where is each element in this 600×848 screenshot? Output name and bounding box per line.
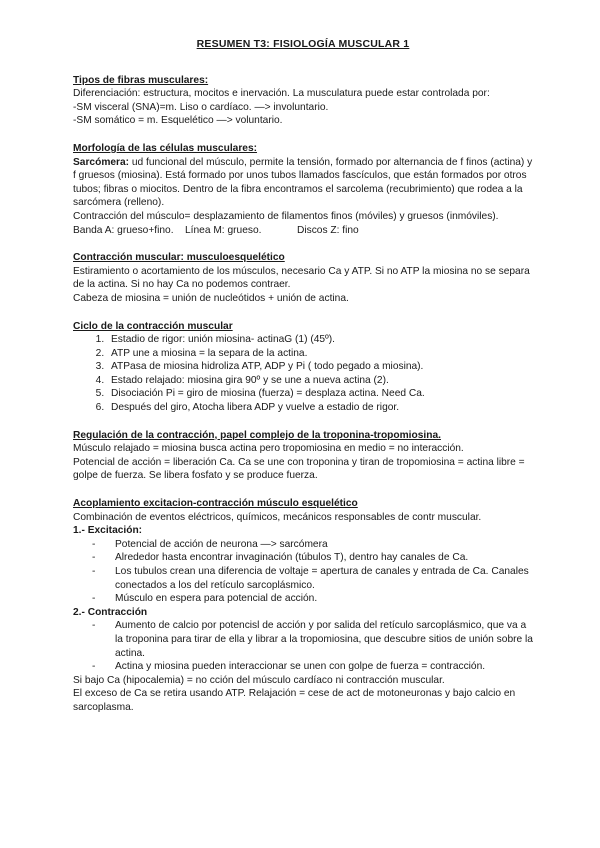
sarcomera-text: ud funcional del músculo, permite la tensión, formado por alternancia de f finos (actina) y f gruesos (miosina). Está formado por unos tubos llamados fascículos, que están formados por otros tubos; fibras o miocitos. Dentro de la fibra encontramos el sarcolema (recubrimiento) que rodea a la sarcómera (relleno). bbox=[73, 156, 533, 209]
list-item: 2. ATP une a miosina = la separa de la actina. bbox=[107, 347, 533, 361]
section-heading: Regulación de la contracción, papel complejo de la troponina-tropomiosina. bbox=[73, 429, 441, 441]
section-contraccion bbox=[73, 251, 533, 305]
linea-m: Línea M: grueso. bbox=[185, 224, 262, 236]
section-morfologia bbox=[73, 142, 533, 237]
list-item: - Los tubulos crean una diferencia de voltaje = apertura de canales y entrada de Ca. Canales conectados a los del retículo sarcoplásmico. bbox=[73, 565, 533, 592]
excitacion-list bbox=[73, 538, 533, 606]
text-line: -SM visceral (SNA)=m. Liso o cardíaco. —> involuntario. bbox=[73, 101, 329, 113]
section-regulacion bbox=[73, 429, 533, 483]
list-item: - Alrededor hasta encontrar invaginación (túbulos T), dentro hay canales de Ca. bbox=[73, 551, 533, 565]
list-item: 1. Estadio de rigor: unión miosina- actinaG (1) (45º). bbox=[107, 333, 533, 347]
section-heading: Acoplamiento excitacion-contracción músculo esquelético bbox=[73, 498, 358, 510]
text-line: Estiramiento o acortamiento de los músculos, necesario Ca y ATP. Si no ATP la miosina no se separa de la actina. Si no hay Ca no podemos contraer. bbox=[73, 265, 530, 291]
section-heading: Tipos de fibras musculares: bbox=[73, 74, 209, 86]
list-item: - Aumento de calcio por potencisl de acción y por salida del retículo sarcoplásmico, que va a la troponina para tirar de ella y librar a la tropomiosina, que descubre sitios de unión sobre la actina. bbox=[73, 619, 533, 660]
text-line: Contracción del músculo= desplazamiento de filamentos finos (móviles) y gruesos (inmóviles). bbox=[73, 210, 499, 222]
section-heading: Morfología de las células musculares: bbox=[73, 142, 258, 154]
list-item: 3. ATPasa de miosina hidroliza ATP, ADP y Pi ( todo pegado a miosina). bbox=[107, 360, 533, 374]
banda-a: Banda A: grueso+fino. bbox=[73, 224, 174, 236]
text-line: Diferenciación: estructura, mocitos e inervación. La musculatura puede estar controlada por: bbox=[73, 88, 490, 100]
section-heading: Ciclo de la contracción muscular bbox=[73, 320, 233, 332]
text-line: Potencial de acción = liberación Ca. Ca se une con troponina y tiran de tropomiosina = actina libre = golpe de fuerza. Se libera fosfato y se produce fuerza. bbox=[73, 456, 525, 482]
list-item: 5. Disociación Pi = giro de miosina (fuerza) = desplaza actina. Need Ca. bbox=[107, 387, 533, 401]
sarcomera-paragraph bbox=[73, 156, 533, 210]
text-line: -SM somático = m. Esquelético —> voluntario. bbox=[73, 115, 283, 127]
band-row bbox=[73, 224, 533, 238]
page-title: RESUMEN T3: FISIOLOGÍA MUSCULAR 1 bbox=[196, 38, 410, 50]
text-line: Si bajo Ca (hipocalemia) = no cción del músculo cardíaco ni contracción muscular. bbox=[73, 674, 445, 686]
text-line: Cabeza de miosina = unión de nucleótidos + unión de actina. bbox=[73, 292, 349, 304]
section-ciclo bbox=[73, 320, 533, 415]
section-acoplamiento bbox=[73, 497, 533, 715]
contraccion-list bbox=[73, 619, 533, 673]
subheading-contraccion: 2.- Contracción bbox=[73, 606, 148, 618]
section-heading: Contracción muscular: musculoesquelético bbox=[73, 252, 285, 264]
ciclo-steps bbox=[73, 333, 533, 415]
list-item: 4. Estado relajado: miosina gira 90º y se une a nueva actina (2). bbox=[107, 374, 533, 388]
text-line: El exceso de Ca se retira usando ATP. Relajación = cese de act de motoneuronas y bajo calcio en sarcoplasma. bbox=[73, 688, 516, 713]
subheading-excitacion: 1.- Excitación: bbox=[73, 525, 143, 537]
sarcomera-label: Sarcómera: bbox=[73, 156, 130, 168]
text-line: Combinación de eventos eléctricos, químicos, mecánicos responsables de contr muscular. bbox=[73, 511, 482, 523]
list-item: - Músculo en espera para potencial de acción. bbox=[73, 592, 533, 606]
list-item: - Potencial de acción de neurona —> sarcómera bbox=[73, 538, 533, 552]
list-item: 6. Después del giro, Atocha libera ADP y vuelve a estadio de rigor. bbox=[107, 401, 533, 415]
list-item: - Actina y miosina pueden interaccionar se unen con golpe de fuerza = contracción. bbox=[73, 660, 533, 674]
section-tipos bbox=[73, 74, 533, 128]
text-line: Músculo relajado = miosina busca actina pero tropomiosina en medio = no interacción. bbox=[73, 443, 464, 455]
discos-z: Discos Z: fino bbox=[297, 224, 359, 236]
document-page bbox=[73, 38, 533, 729]
